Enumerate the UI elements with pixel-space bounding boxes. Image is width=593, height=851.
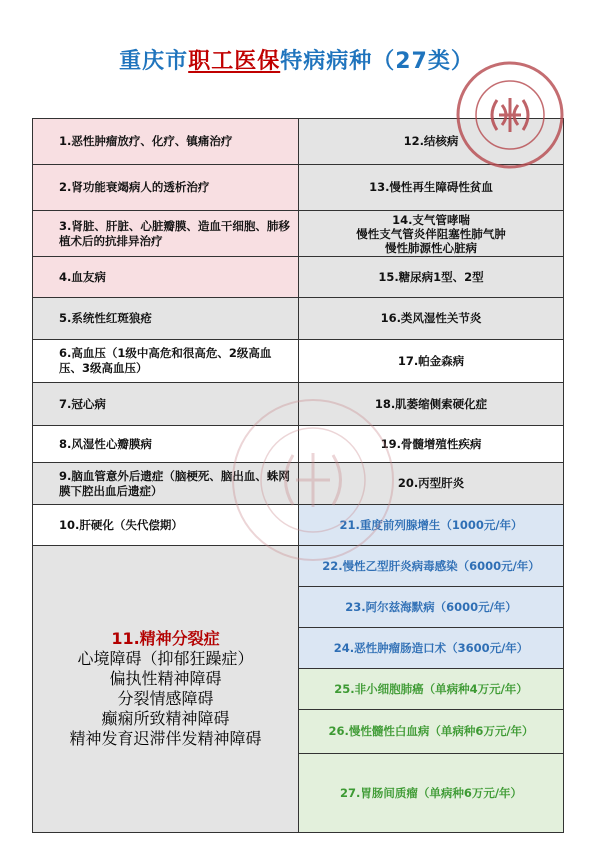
disease-item-label: 20.丙型肝炎 (397, 476, 465, 490)
disease-item-label: 25.非小细胞肺癌（单病种4万元/年） (334, 681, 528, 696)
title-suffix: 特病病种（27类） (280, 49, 474, 74)
disease-item-label: 18.肌萎缩侧索硬化症 (374, 396, 488, 411)
disease-item-2 (32, 164, 299, 211)
hospital-seal-icon (455, 60, 565, 170)
title-highlight: 职工医保 (188, 49, 281, 74)
disease-item-1 (32, 118, 299, 165)
disease-item-label: 1.恶性肿瘤放疗、化疗、镇痛治疗 (59, 134, 233, 148)
disease-item-label: 3.肾脏、肝脏、心脏瓣膜、造血干细胞、肺移植术后的抗排异治疗 (59, 218, 290, 248)
disease-item-label: 7.冠心病 (59, 396, 106, 411)
item11-title: 11.精神分裂症 (111, 629, 220, 648)
disease-item-6 (32, 339, 299, 383)
disease-item-24 (298, 627, 564, 669)
disease-item-13 (298, 164, 564, 211)
disease-item-label: 26.慢性髓性白血病（单病种6万元/年） (328, 724, 534, 738)
disease-item-label: 9.脑血管意外后遗症（脑梗死、脑出血、蛛网膜下腔出血后遗症） (59, 468, 290, 498)
disease-item-label: 10.肝硬化（失代偿期） (59, 517, 183, 532)
disease-item-label: 2.肾功能衰竭病人的透析治疗 (59, 180, 210, 194)
disease-item-4 (32, 256, 299, 298)
item14-line: 14.支气管哮喘 (392, 212, 470, 227)
disease-item-27 (298, 753, 564, 833)
disease-item-label: 15.糖尿病1型、2型 (378, 269, 484, 284)
disease-item-label: 16.类风湿性关节炎 (380, 311, 482, 325)
item14-line: 慢性支气管炎伴阻塞性肺气肿 (356, 226, 506, 241)
watermark-seal-icon (228, 395, 398, 565)
item11-subtype: 癫痫所致精神障碍 (101, 709, 230, 728)
disease-item-label: 27.胃肠间质瘤（单病种6万元/年） (339, 785, 523, 800)
item11-subtype: 分裂情感障碍 (117, 689, 214, 708)
disease-item-label: 21.重度前列腺增生（1000元/年） (339, 517, 523, 532)
disease-item-11 (32, 545, 299, 833)
disease-item-3 (32, 210, 299, 257)
disease-item-14 (298, 210, 564, 257)
item14-line: 慢性肺源性心脏病 (385, 240, 477, 255)
disease-item-25 (298, 668, 564, 710)
disease-item-label: 5.系统性红斑狼疮 (59, 311, 152, 325)
disease-item-label: 13.慢性再生障碍性贫血 (369, 180, 493, 194)
title-city: 重庆市 (119, 49, 189, 74)
disease-item-label: 4.血友病 (59, 269, 106, 284)
disease-item-26 (298, 709, 564, 754)
disease-item-label: 22.慢性乙型肝炎病毒感染（6000元/年） (322, 558, 540, 573)
disease-item-17 (298, 339, 564, 383)
item11-subtype: 心境障碍（抑郁狂躁症） (77, 649, 254, 668)
disease-item-label: 12.结核病 (403, 134, 459, 148)
disease-item-label: 23.阿尔兹海默病（6000元/年） (345, 599, 517, 614)
disease-item-15 (298, 256, 564, 298)
disease-item-label: 6.高血压（1级中高危和很高危、2级高血压、3级高血压） (59, 346, 272, 375)
disease-item-label: 19.骨髓增殖性疾病 (380, 436, 482, 451)
item11-subtype: 偏执性精神障碍 (109, 669, 222, 688)
disease-item-5 (32, 297, 299, 340)
disease-item-23 (298, 586, 564, 628)
disease-item-label: 8.风湿性心瓣膜病 (59, 436, 152, 451)
disease-item-16 (298, 297, 564, 340)
item11-subtype: 精神发育迟滞伴发精神障碍 (69, 729, 262, 748)
disease-item-label: 24.恶性肿瘤肠造口术（3600元/年） (333, 640, 529, 655)
disease-item-label: 17.帕金森病 (397, 353, 465, 368)
